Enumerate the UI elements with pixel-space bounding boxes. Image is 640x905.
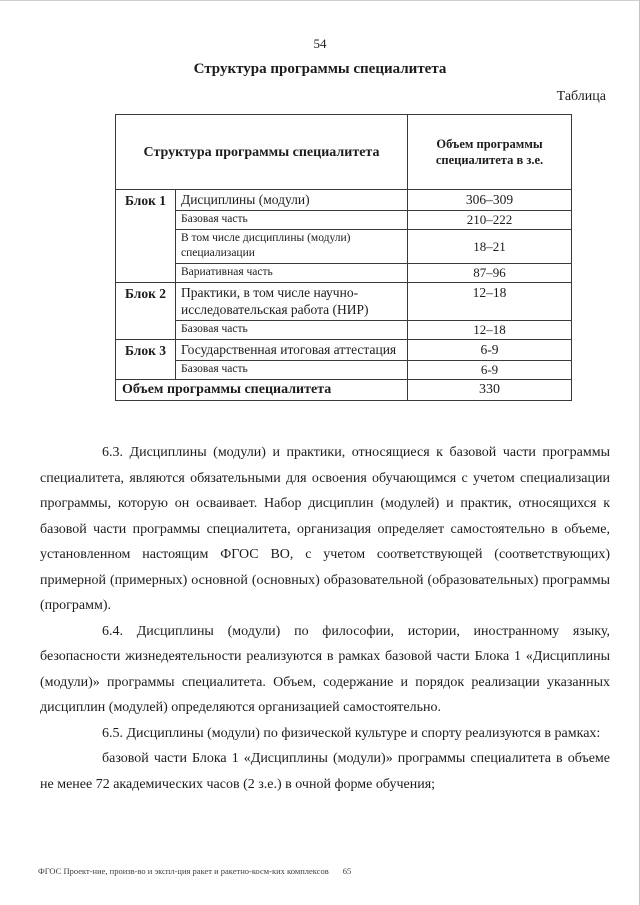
paragraph-6-3: 6.3. Дисциплины (модули) и практики, относящиеся к базовой части программы специалитета, являются обязательными для освоения обучающимся с учетом специализации программы, которую он осваивает. Набор дисциплин (модулей) и практик, относящихся к базовой части программы специалитета, организация определяет самостоятельно в объеме, установленном настоящим ФГОС ВО, с учетом соответствующей (соответствующих) примерной (примерных) основной (основных) образовательной (образовательных) программы (программ). — [40, 445, 610, 613]
table-cell-name: Практики, в том числе научно-исследовательская работа (НИР) — [176, 283, 408, 321]
table-cell-value: 18–21 — [408, 230, 572, 264]
program-structure-table — [115, 114, 572, 401]
table-cell-name: Дисциплины (модули) — [176, 190, 408, 211]
table-total-label: Объем программы специалитета — [116, 380, 408, 401]
table-cell-block-2: Блок 2 — [116, 283, 176, 340]
table-cell-name: Вариативная часть — [176, 264, 408, 283]
table-cell-block-3: Блок 3 — [116, 340, 176, 380]
table-cell-value: 6-9 — [408, 361, 572, 380]
table-header-row — [116, 115, 572, 190]
table-row — [116, 230, 572, 264]
table-cell-value: 12–18 — [408, 283, 572, 321]
table-row — [116, 361, 572, 380]
paragraph-6-5-continued: базовой части Блока 1 «Дисциплины (модули)» программы специалитета в объеме не менее 72 академических часов (2 з.е.) в очной форме обучения; — [40, 751, 610, 792]
table-cell-value: 306–309 — [408, 190, 572, 211]
table-row — [116, 283, 572, 321]
table-cell-block-1: Блок 1 — [116, 190, 176, 283]
table-cell-name: Базовая часть — [176, 211, 408, 230]
table-header-structure: Структура программы специалитета — [116, 115, 408, 190]
body-text — [40, 440, 610, 797]
table-cell-value: 87–96 — [408, 264, 572, 283]
table-caption: Таблица — [556, 89, 606, 104]
table-cell-name: Базовая часть — [176, 361, 408, 380]
table-cell-value: 12–18 — [408, 321, 572, 340]
footer-text: ФГОС Проект-ние, произв-во и экспл-ция ракет и ракетно-косм-ких комплексов — [38, 866, 329, 876]
table-row — [116, 211, 572, 230]
table-total-row — [116, 380, 572, 401]
table-row — [116, 340, 572, 361]
table-cell-value: 210–222 — [408, 211, 572, 230]
paragraph-6-5: 6.5. Дисциплины (модули) по физической культуре и спорту реализуются в рамках: — [102, 725, 601, 741]
scan-artifact-top — [0, 0, 640, 1]
page-number: 54 — [313, 36, 327, 51]
table-row — [116, 264, 572, 283]
table-cell-name: Государственная итоговая аттестация — [176, 340, 408, 361]
table-total-value: 330 — [408, 380, 572, 401]
table-cell-name: Базовая часть — [176, 321, 408, 340]
document-title: Структура программы специалитета — [193, 61, 447, 77]
table-row — [116, 321, 572, 340]
footer-page-number: 65 — [342, 866, 352, 876]
table-cell-name: В том числе дисциплины (модули) специализации — [176, 230, 408, 264]
table-row — [116, 190, 572, 211]
paragraph-6-4: 6.4. Дисциплины (модули) по философии, истории, иностранному языку, безопасности жизнедеятельности реализуются в рамках базовой части Блока 1 «Дисциплины (модули)» программы специалитета. Объем, содержание и порядок реализации указанных дисциплин (модулей) определяются организацией самостоятельно. — [40, 623, 610, 715]
table-cell-value: 6-9 — [408, 340, 572, 361]
table-header-volume: Объем программы специалитета в з.е. — [408, 115, 572, 190]
page-footer — [38, 866, 351, 876]
